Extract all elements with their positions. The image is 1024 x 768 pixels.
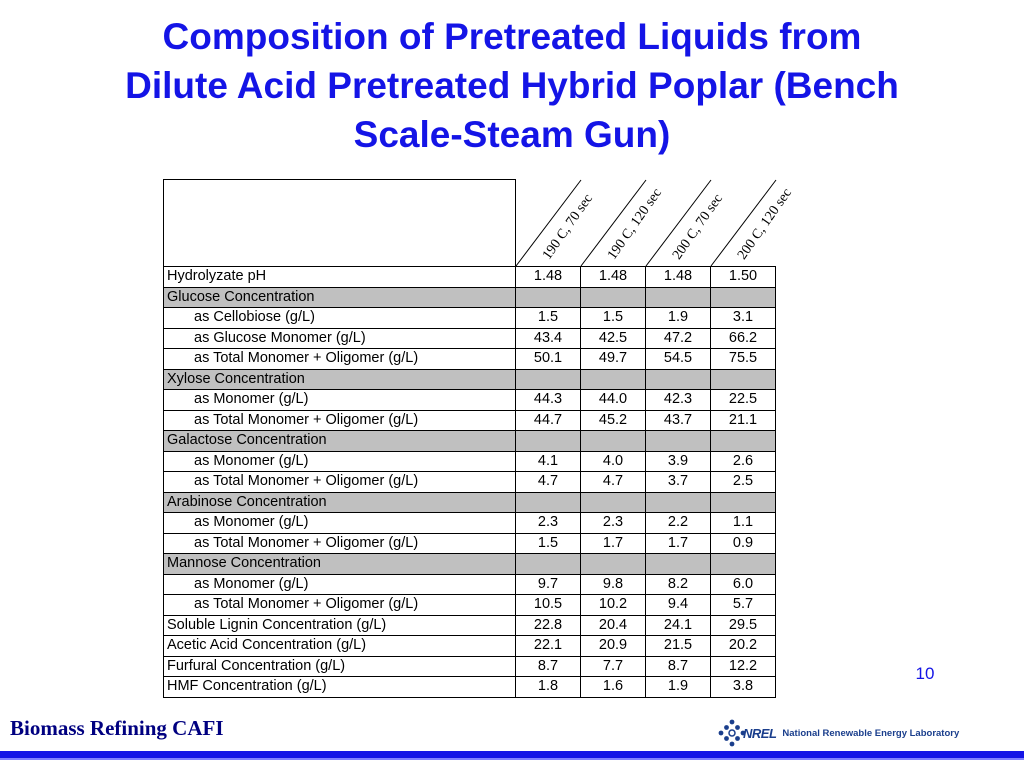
table-cell: 7.7 xyxy=(581,656,646,677)
section-row xyxy=(164,554,776,575)
table-cell: 10.5 xyxy=(516,595,581,616)
table-cell: 5.7 xyxy=(711,595,776,616)
row-label: as Glucose Monomer (g/L) xyxy=(164,328,516,349)
table-row xyxy=(164,513,776,534)
table-row xyxy=(164,472,776,493)
table-cell: 29.5 xyxy=(711,615,776,636)
table-cell: 4.7 xyxy=(516,472,581,493)
table-cell: 43.4 xyxy=(516,328,581,349)
table-row xyxy=(164,533,776,554)
table-cell xyxy=(646,554,711,575)
table-cell: 9.7 xyxy=(516,574,581,595)
table-cell: 4.0 xyxy=(581,451,646,472)
table-cell: 0.9 xyxy=(711,533,776,554)
table-cell: 1.5 xyxy=(516,308,581,329)
section-row xyxy=(164,287,776,308)
table-cell: 1.7 xyxy=(581,533,646,554)
row-label: Furfural Concentration (g/L) xyxy=(164,656,516,677)
column-header xyxy=(516,180,597,267)
table-cell: 22.8 xyxy=(516,615,581,636)
section-row xyxy=(164,369,776,390)
row-label: Arabinose Concentration xyxy=(164,492,516,513)
table-cell: 1.48 xyxy=(516,267,581,288)
row-label: Xylose Concentration xyxy=(164,369,516,390)
table-row xyxy=(164,677,776,698)
table-cell xyxy=(516,369,581,390)
table-cell: 21.1 xyxy=(711,410,776,431)
table-cell: 1.5 xyxy=(581,308,646,329)
slide-title-line: Dilute Acid Pretreated Hybrid Poplar (Bench xyxy=(125,65,899,106)
column-header-label: 200 C, 70 sec xyxy=(669,191,726,263)
row-label: as Monomer (g/L) xyxy=(164,574,516,595)
table-cell: 8.7 xyxy=(516,656,581,677)
footer-bar-shadow xyxy=(0,758,1024,760)
table-cell xyxy=(581,369,646,390)
table-cell: 4.1 xyxy=(516,451,581,472)
table-cell: 44.3 xyxy=(516,390,581,411)
table-cell xyxy=(516,554,581,575)
row-label: Hydrolyzate pH xyxy=(164,267,516,288)
table-cell: 44.7 xyxy=(516,410,581,431)
table-row xyxy=(164,574,776,595)
nrel-letters: NREL xyxy=(743,725,777,741)
table-cell xyxy=(646,287,711,308)
table-cell: 6.0 xyxy=(711,574,776,595)
table-cell: 47.2 xyxy=(646,328,711,349)
table-cell xyxy=(646,431,711,452)
table-cell: 22.1 xyxy=(516,636,581,657)
footer-bar xyxy=(0,751,1024,758)
table-cell: 20.4 xyxy=(581,615,646,636)
table-cell xyxy=(646,492,711,513)
row-label: as Monomer (g/L) xyxy=(164,451,516,472)
footer-title: Biomass Refining CAFI xyxy=(10,716,224,740)
column-header xyxy=(711,180,795,267)
table-cell: 54.5 xyxy=(646,349,711,370)
composition-table xyxy=(163,179,795,698)
table-cell: 2.3 xyxy=(516,513,581,534)
table-cell: 1.7 xyxy=(646,533,711,554)
column-header-label: 190 C, 70 sec xyxy=(540,191,597,263)
table-cell: 9.8 xyxy=(581,574,646,595)
table-cell: 2.2 xyxy=(646,513,711,534)
table-cell: 1.9 xyxy=(646,677,711,698)
table-cell: 42.3 xyxy=(646,390,711,411)
section-row xyxy=(164,492,776,513)
table-cell: 2.5 xyxy=(711,472,776,493)
table-cell: 43.7 xyxy=(646,410,711,431)
table-cell: 1.50 xyxy=(711,267,776,288)
row-label: as Total Monomer + Oligomer (g/L) xyxy=(164,595,516,616)
table-row xyxy=(164,328,776,349)
table-cell: 75.5 xyxy=(711,349,776,370)
table-cell: 21.5 xyxy=(646,636,711,657)
table-row xyxy=(164,390,776,411)
table-cell: 1.9 xyxy=(646,308,711,329)
row-label: as Total Monomer + Oligomer (g/L) xyxy=(164,533,516,554)
row-label: as Total Monomer + Oligomer (g/L) xyxy=(164,349,516,370)
column-header-label: 190 C, 120 sec xyxy=(604,185,665,263)
table-cell: 1.5 xyxy=(516,533,581,554)
table-cell xyxy=(711,369,776,390)
row-label: as Cellobiose (g/L) xyxy=(164,308,516,329)
table-row xyxy=(164,656,776,677)
table-cell: 1.48 xyxy=(581,267,646,288)
row-label: Galactose Concentration xyxy=(164,431,516,452)
table-cell xyxy=(581,431,646,452)
row-label: as Monomer (g/L) xyxy=(164,513,516,534)
table-cell: 42.5 xyxy=(581,328,646,349)
table-cell xyxy=(516,431,581,452)
table-cell xyxy=(711,492,776,513)
table-cell xyxy=(711,287,776,308)
slide-title-line: Composition of Pretreated Liquids from xyxy=(162,16,862,57)
table-cell: 3.9 xyxy=(646,451,711,472)
table-cell: 49.7 xyxy=(581,349,646,370)
table-row xyxy=(164,410,776,431)
slide-title xyxy=(0,12,1024,159)
table-cell: 1.1 xyxy=(711,513,776,534)
table-header-corner xyxy=(164,180,516,267)
row-label: as Total Monomer + Oligomer (g/L) xyxy=(164,410,516,431)
table-cell xyxy=(581,492,646,513)
row-label: as Monomer (g/L) xyxy=(164,390,516,411)
table-cell: 1.8 xyxy=(516,677,581,698)
table-row xyxy=(164,595,776,616)
column-header-label: 200 C, 120 sec xyxy=(734,185,795,263)
table-cell: 20.2 xyxy=(711,636,776,657)
table-cell xyxy=(581,554,646,575)
table-cell: 24.1 xyxy=(646,615,711,636)
table-row xyxy=(164,308,776,329)
table-cell: 3.7 xyxy=(646,472,711,493)
table-cell xyxy=(581,287,646,308)
table-cell: 12.2 xyxy=(711,656,776,677)
table-cell: 2.3 xyxy=(581,513,646,534)
table-cell xyxy=(711,554,776,575)
table-row xyxy=(164,451,776,472)
row-label: Acetic Acid Concentration (g/L) xyxy=(164,636,516,657)
table-cell: 8.2 xyxy=(646,574,711,595)
table-cell: 9.4 xyxy=(646,595,711,616)
table-cell: 8.7 xyxy=(646,656,711,677)
table-cell xyxy=(646,369,711,390)
page-number: 10 xyxy=(915,664,935,683)
table-cell: 3.1 xyxy=(711,308,776,329)
table-row xyxy=(164,615,776,636)
table-cell xyxy=(516,287,581,308)
table-cell: 1.6 xyxy=(581,677,646,698)
row-label: as Total Monomer + Oligomer (g/L) xyxy=(164,472,516,493)
section-row xyxy=(164,431,776,452)
row-label: HMF Concentration (g/L) xyxy=(164,677,516,698)
table-cell: 3.8 xyxy=(711,677,776,698)
row-label: Soluble Lignin Concentration (g/L) xyxy=(164,615,516,636)
slide-title-line: Scale-Steam Gun) xyxy=(353,114,671,155)
column-header xyxy=(581,180,665,267)
table-cell: 44.0 xyxy=(581,390,646,411)
table-row xyxy=(164,267,776,288)
row-label: Mannose Concentration xyxy=(164,554,516,575)
table-cell: 66.2 xyxy=(711,328,776,349)
table-cell: 2.6 xyxy=(711,451,776,472)
table-cell: 22.5 xyxy=(711,390,776,411)
table-row xyxy=(164,349,776,370)
table-cell: 1.48 xyxy=(646,267,711,288)
table-cell: 10.2 xyxy=(581,595,646,616)
nrel-logo xyxy=(717,718,959,748)
table-row xyxy=(164,636,776,657)
nrel-name: National Renewable Energy Laboratory xyxy=(782,727,960,739)
column-header xyxy=(646,180,726,267)
composition-table-body xyxy=(164,180,795,698)
table-cell: 50.1 xyxy=(516,349,581,370)
table-header-row xyxy=(164,180,776,267)
table-cell: 45.2 xyxy=(581,410,646,431)
table-cell xyxy=(516,492,581,513)
table-cell: 20.9 xyxy=(581,636,646,657)
row-label: Glucose Concentration xyxy=(164,287,516,308)
table-cell: 4.7 xyxy=(581,472,646,493)
table-cell xyxy=(711,431,776,452)
